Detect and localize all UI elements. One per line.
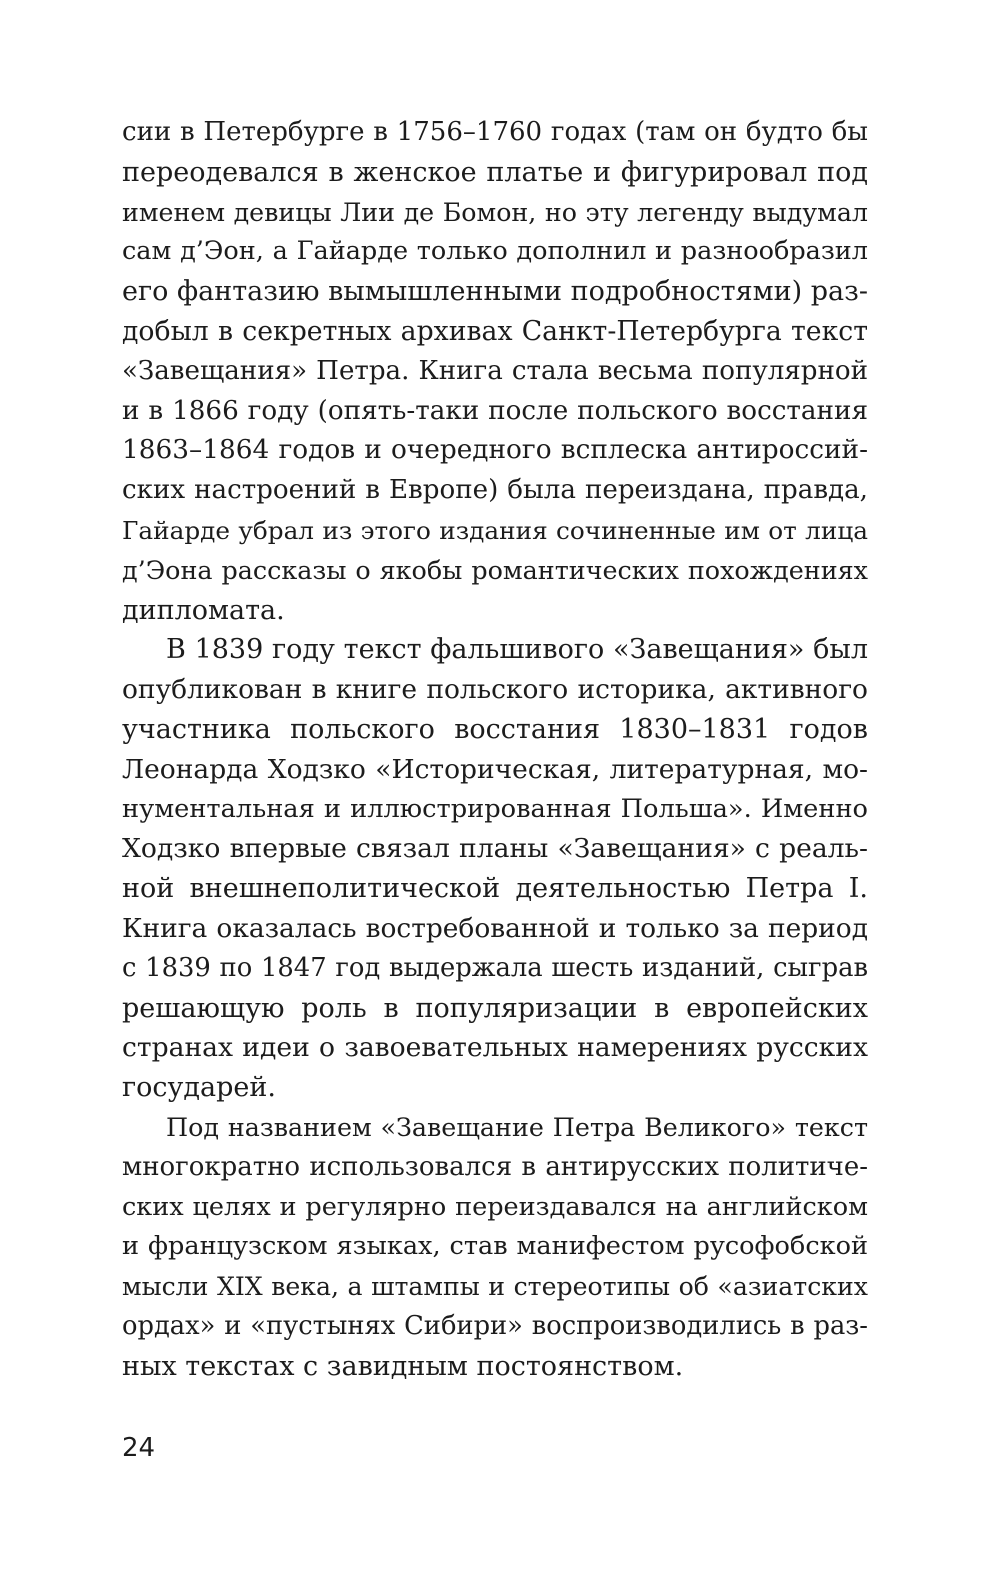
text-line: 1863–1864 годов и очередного всплеска антироссий- — [122, 435, 868, 466]
text-line: переодевался в женское платье и фигурировал под — [122, 156, 868, 188]
text-line: решающую роль в популяризации в европейских — [122, 992, 868, 1024]
text-line: добыл в секретных архивах Санкт-Петербурга текст — [122, 315, 868, 347]
text-line: сам д’Эон, а Гайарде только дополнил и разнообразил — [122, 236, 868, 267]
text-line: ских настроений в Европе) была переиздана, правда, — [122, 475, 868, 506]
text-line: и в 1866 году (опять-таки после польского восстания — [122, 395, 868, 426]
paragraph-2 — [122, 630, 868, 1108]
body-text — [122, 113, 868, 1387]
text-line: опубликован в книге польского историка, активного — [122, 674, 868, 706]
text-line: ной внешнеполитической деятельностью Петра I. — [122, 873, 868, 905]
paragraph-1 — [122, 113, 868, 630]
text-line: ских целях и регулярно переиздавался на английском — [122, 1191, 868, 1222]
text-line: Под названием «Завещание Петра Великого» текст — [166, 1111, 868, 1142]
text-line: и французском языках, став манифестом русофобской — [122, 1231, 868, 1262]
text-line: странах идеи о завоевательных намерениях русских — [122, 1032, 868, 1064]
text-line: именем девицы Лии де Бомон, но эту легенду выдумал — [122, 197, 868, 227]
text-line: участника польского восстания 1830–1831 годов — [122, 713, 868, 745]
text-line: Гайарде убрал из этого издания сочиненные им от лица — [122, 515, 868, 545]
text-line: мысли XIX века, а штампы и стереотипы об «азиатских — [122, 1272, 868, 1302]
text-line: д’Эона рассказы о якобы романтических похождениях — [122, 554, 868, 585]
text-line: государей. — [122, 1072, 276, 1104]
text-line: «Завещания» Петра. Книга стала весьма популярной — [122, 355, 868, 386]
text-line: с 1839 по 1847 год выдержала шесть изданий, сыграв — [122, 952, 868, 983]
text-line: многократно использовался в антирусских политиче- — [122, 1151, 868, 1182]
text-line: Ходзко впервые связал планы «Завещания» с реаль- — [122, 833, 868, 865]
text-line: его фантазию вымышленными подробностями) раз- — [122, 276, 868, 308]
paragraph-3 — [122, 1108, 868, 1387]
text-line: ных текстах с завидным постоянством. — [122, 1350, 684, 1382]
text-line: Леонарда Ходзко «Историческая, литературная, мо- — [122, 753, 868, 785]
page-number: 24 — [122, 1433, 156, 1463]
text-line: Книга оказалась востребованной и только за период — [122, 912, 868, 944]
text-line: сии в Петербурге в 1756–1760 годах (там он будто бы — [122, 117, 868, 147]
text-line: дипломата. — [122, 594, 285, 626]
text-line: В 1839 году текст фальшивого «Завещания» был — [166, 634, 868, 666]
text-line: нументальная и иллюстрированная Польша». Именно — [122, 793, 868, 824]
text-line: ордах» и «пустынях Сибири» воспроизводились в раз- — [122, 1310, 868, 1341]
